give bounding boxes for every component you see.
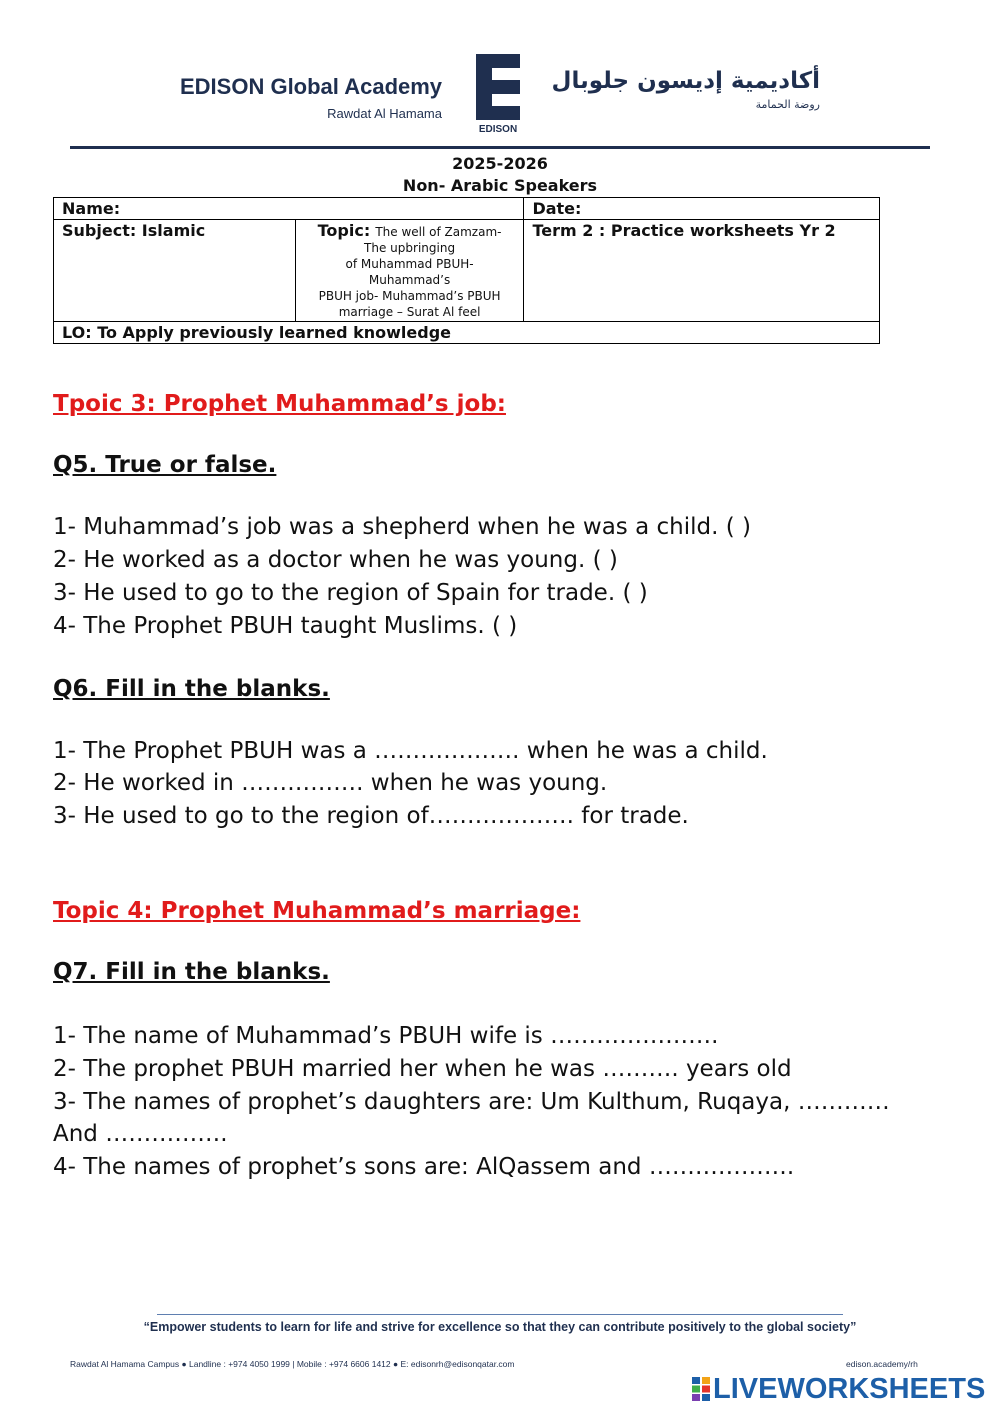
topic-line-2: The upbringing [364, 241, 456, 255]
lo-cell [54, 322, 880, 344]
topic-line-5: marriage – Surat Al feel [338, 305, 481, 319]
subject-label: Subject: Islamic [62, 221, 206, 240]
topic-4-title: Topic 4: Prophet Muhammad’s marriage: [53, 898, 581, 924]
subject-cell [54, 220, 296, 322]
academy-name-ar-block [552, 68, 820, 111]
q7-title: Q7. Fill in the blanks. [53, 959, 330, 985]
name-label: Name: [62, 199, 121, 218]
liveworksheets-watermark: LIVEWORKSHEETS [713, 1373, 986, 1405]
edison-logo-icon [476, 54, 520, 120]
date-label: Date: [532, 199, 582, 218]
topic-cell [295, 220, 524, 322]
school-year: 2025-2026 [452, 154, 548, 173]
q5-item-4[interactable]: 4- The Prophet PBUH taught Muslims. ( ) [53, 613, 518, 639]
q6-item-2[interactable]: 2- He worked in ……………. when he was young. [53, 770, 608, 796]
term-cell [524, 220, 880, 322]
q5-title: Q5. True or false. [53, 452, 277, 478]
campus-name-ar: روضة الحمامة [755, 98, 820, 111]
q5-item-2[interactable]: 2- He worked as a doctor when he was young. ( ) [53, 547, 618, 573]
name-cell[interactable] [54, 198, 524, 220]
academy-name-ar: أكاديمية إديسون جلوبال [551, 68, 820, 94]
term-label: Term 2 : Practice worksheets Yr 2 [532, 221, 836, 240]
q5-item-3[interactable]: 3- He used to go to the region of Spain for trade. ( ) [53, 580, 648, 606]
q7-item-3[interactable]: 3- The names of prophet’s daughters are: Um Kulthum, Ruqaya, ………… [53, 1089, 890, 1115]
academy-name-en: EDISON Global Academy [180, 74, 443, 99]
contact-info: Rawdat Al Hamama Campus ● Landline : +974 4050 1999 | Mobile : +974 6606 1412 ● E: edisonrh@edisonqatar.com [70, 1359, 515, 1369]
q6-item-3[interactable]: 3- He used to go to the region of………………. for trade. [53, 803, 689, 829]
topic-3-title: Tpoic 3: Prophet Muhammad’s job: [53, 391, 506, 417]
student-info-table [53, 197, 880, 344]
q7-item-4[interactable]: 4- The names of prophet’s sons are: AlQassem and ………………. [53, 1154, 795, 1180]
topic-line-4: PBUH job- Muhammad’s PBUH [318, 289, 501, 303]
campus-name-en: Rawdat Al Hamama [327, 106, 442, 121]
topic-label: Topic: [317, 221, 371, 240]
q5-item-1[interactable]: 1- Muhammad’s job was a shepherd when he was a child. ( ) [53, 514, 751, 540]
track-title: Non- Arabic Speakers [402, 176, 598, 195]
header-divider [70, 146, 930, 149]
q6-item-1[interactable]: 1- The Prophet PBUH was a ………………. when he was a child. [53, 738, 768, 764]
topic-line-3: of Muhammad PBUH- Muhammad’s [345, 257, 474, 287]
topic-line-1: The well of Zamzam- [375, 225, 502, 239]
q6-title: Q6. Fill in the blanks. [53, 676, 330, 702]
q7-item-3-continued[interactable]: And ……………. [53, 1121, 228, 1147]
learning-objective: LO: To Apply previously learned knowledge [62, 323, 452, 342]
date-cell[interactable] [524, 198, 880, 220]
website-link[interactable]: edison.academy/rh [846, 1359, 918, 1369]
academy-name-en-block [180, 74, 442, 121]
q7-item-1[interactable]: 1- The name of Muhammad’s PBUH wife is …………………. [53, 1023, 719, 1049]
school-motto: “Empower students to learn for life and strive for excellence so that they can contribute positively to the global society” [143, 1320, 857, 1334]
liveworksheets-logo-icon [692, 1377, 710, 1401]
footer-divider [157, 1314, 843, 1315]
logo-caption: EDISON [478, 124, 518, 135]
q7-item-2[interactable]: 2- The prophet PBUH married her when he was ………. years old [53, 1056, 792, 1082]
